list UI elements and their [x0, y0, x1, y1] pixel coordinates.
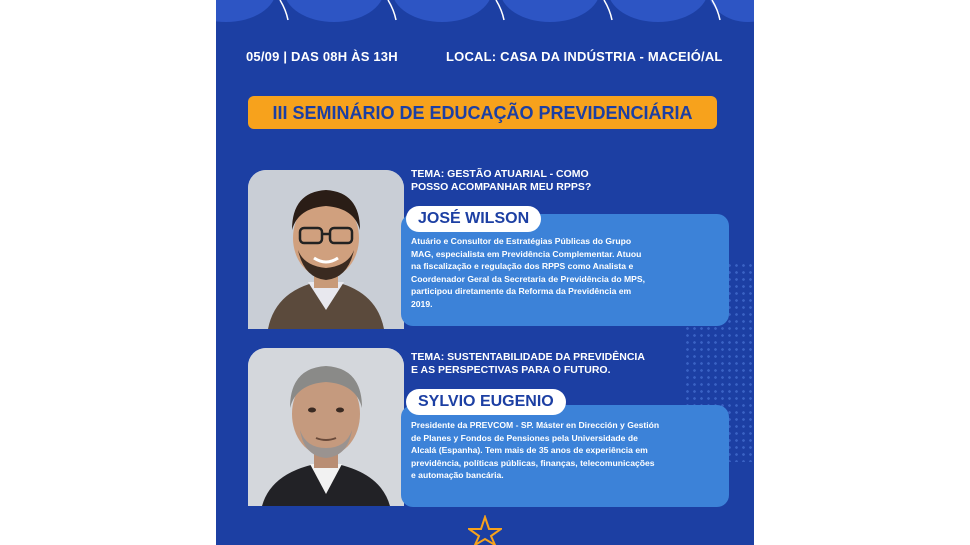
- speaker-photo-sylvio-eugenio: [248, 348, 404, 506]
- speaker-1-bio: [411, 235, 716, 311]
- bio-line: e automação bancária.: [411, 470, 504, 481]
- decorative-arcs: [216, 0, 754, 24]
- speaker-1-name: JOSÉ WILSON: [406, 206, 541, 232]
- star-logo-icon: [468, 515, 502, 545]
- event-title: III SEMINÁRIO DE EDUCAÇÃO PREVIDENCIÁRIA: [272, 103, 693, 123]
- speaker-2-topic: [411, 351, 645, 377]
- bio-line: Alcalá (Espanha). Tem mais de 35 anos de experiência em: [411, 445, 648, 456]
- topic-line: POSSO ACOMPANHAR MEU RPPS?: [411, 181, 592, 193]
- topic-line: E AS PERSPECTIVAS PARA O FUTURO.: [411, 364, 611, 376]
- bio-line: Atuário e Consultor de Estratégias Públicas do Grupo: [411, 236, 632, 246]
- bio-line: Coordenador Geral da Secretaria de Previdência do MPS,: [411, 273, 646, 284]
- speaker-1-topic: [411, 168, 591, 194]
- bio-line: MAG, especialista em Previdência Complementar. Atuou: [411, 248, 642, 259]
- bio-line: previdência, políticas públicas, finanças, telecomunicações: [411, 457, 655, 468]
- speaker-photo-jose-wilson: [248, 170, 404, 329]
- event-location: LOCAL: CASA DA INDÚSTRIA - MACEIÓ/AL: [446, 49, 723, 64]
- speaker-2-bio: [411, 419, 716, 482]
- bio-line: na fiscalização e regulação dos RPPS como Analista e: [411, 261, 634, 272]
- bio-line: participou diretamente da Reforma da Previdência em: [411, 286, 632, 297]
- event-date-time: 05/09 | DAS 08H ÀS 13H: [246, 49, 398, 64]
- event-poster: [216, 0, 754, 545]
- topic-line: TEMA: SUSTENTABILIDADE DA PREVIDÊNCIA: [411, 351, 645, 363]
- bio-line: de Planes y Fondos de Pensiones pela Universidade de: [411, 432, 638, 443]
- speaker-2-name: SYLVIO EUGENIO: [406, 389, 566, 415]
- bio-line: Presidente da PREVCOM - SP. Máster en Dirección y Gestión: [411, 420, 660, 430]
- title-banner: [248, 96, 717, 129]
- topic-line: TEMA: GESTÃO ATUARIAL - COMO: [411, 168, 589, 180]
- bio-line: 2019.: [411, 298, 433, 309]
